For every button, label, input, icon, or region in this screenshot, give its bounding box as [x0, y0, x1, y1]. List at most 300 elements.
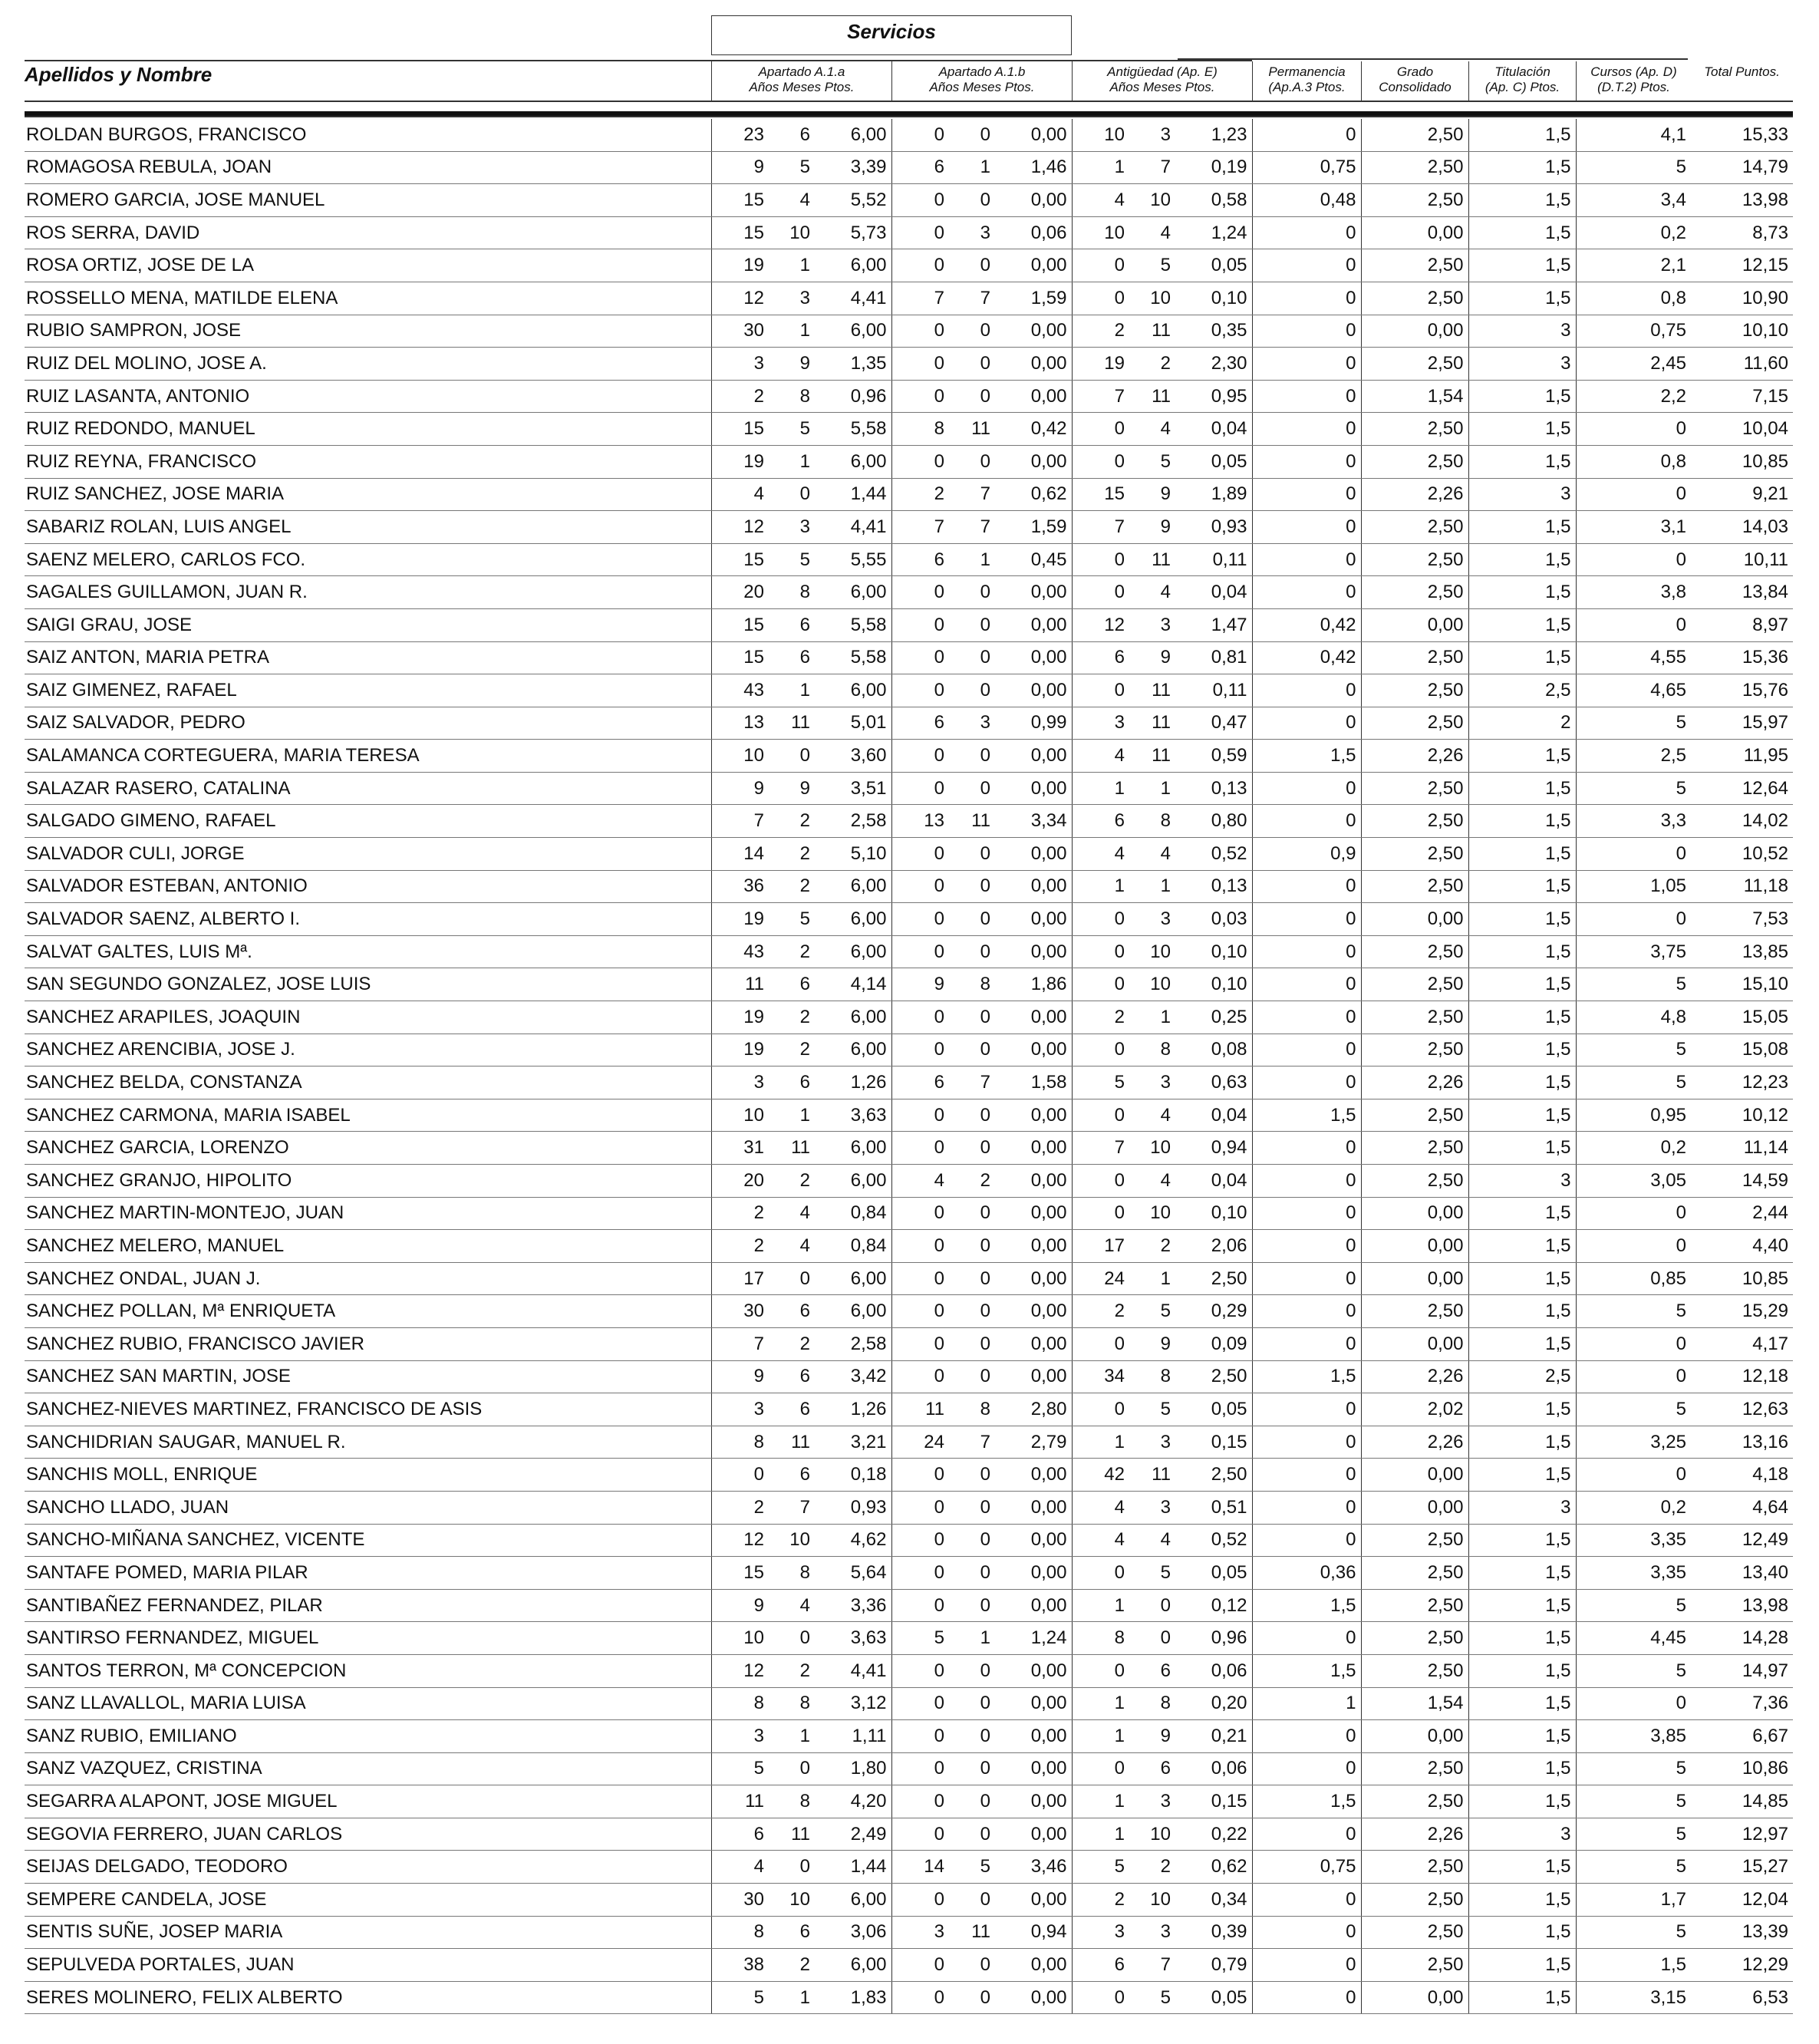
table-row	[25, 576, 1793, 609]
table-row	[25, 1132, 1793, 1165]
value-cell: 0,11	[1175, 674, 1252, 707]
value-cell: 6	[1129, 1654, 1175, 1687]
value-cell: 0	[1576, 903, 1691, 936]
value-cell: 2,50	[1361, 674, 1468, 707]
value-cell: 9	[711, 151, 769, 184]
value-cell: 0,00	[995, 1001, 1072, 1034]
value-cell: 6	[769, 1067, 815, 1099]
value-cell: 0,45	[995, 543, 1072, 576]
value-cell: 3,46	[995, 1851, 1072, 1884]
value-cell: 3	[1468, 478, 1576, 511]
value-cell: 43	[711, 674, 769, 707]
value-cell: 6	[769, 1459, 815, 1492]
value-cell: 1,5	[1468, 1785, 1576, 1818]
table-row	[25, 838, 1793, 871]
value-cell: 3	[1129, 1916, 1175, 1949]
value-cell: 11	[769, 1132, 815, 1165]
value-cell: 0	[1252, 1622, 1361, 1655]
value-cell: 2	[1072, 1001, 1129, 1034]
value-cell: 0,00	[995, 249, 1072, 282]
value-cell: 0	[1252, 1720, 1361, 1753]
value-cell: 1,5	[1252, 740, 1361, 773]
servicios-header: Servicios	[711, 15, 1072, 55]
value-cell: 0	[769, 478, 815, 511]
value-cell: 38	[711, 1949, 769, 1982]
table-row	[25, 805, 1793, 838]
value-cell: 0	[1252, 478, 1361, 511]
value-cell: 1,5	[1468, 1099, 1576, 1132]
value-cell: 3,36	[815, 1589, 891, 1622]
value-cell: 0	[949, 740, 995, 773]
person-name-cell: SANZ VAZQUEZ, CRISTINA	[25, 1752, 711, 1785]
value-cell: 7	[949, 1067, 995, 1099]
table-row	[25, 380, 1793, 413]
person-name-cell: SAENZ MELERO, CARLOS FCO.	[25, 543, 711, 576]
value-cell: 2	[1129, 1851, 1175, 1884]
table-row	[25, 1654, 1793, 1687]
value-cell: 3,34	[995, 805, 1072, 838]
value-cell: 0	[949, 249, 995, 282]
value-cell: 10	[769, 1524, 815, 1557]
value-cell: 1,5	[1468, 740, 1576, 773]
value-cell: 2,50	[1175, 1360, 1252, 1393]
value-cell: 9	[1129, 478, 1175, 511]
value-cell: 0,00	[1361, 1981, 1468, 2014]
value-cell: 1,5	[1468, 870, 1576, 903]
value-cell: 1,5	[1468, 608, 1576, 641]
table-row	[25, 1426, 1793, 1459]
value-cell: 14,79	[1691, 151, 1793, 184]
value-cell: 6,00	[815, 1165, 891, 1198]
value-cell: 1	[769, 674, 815, 707]
value-cell: 20	[711, 576, 769, 609]
value-cell: 2	[769, 935, 815, 968]
value-cell: 9	[1129, 641, 1175, 674]
value-cell: 19	[711, 1034, 769, 1067]
value-cell: 0,35	[1175, 315, 1252, 348]
value-cell: 3	[1072, 707, 1129, 740]
person-name-cell: SAIZ ANTON, MARIA PETRA	[25, 641, 711, 674]
value-cell: 43	[711, 935, 769, 968]
value-cell: 0,96	[1175, 1622, 1252, 1655]
person-name-cell: SANCHIS MOLL, ENRIQUE	[25, 1459, 711, 1492]
value-cell: 3,15	[1576, 1981, 1691, 2014]
value-cell: 0	[1576, 1687, 1691, 1720]
value-cell: 1	[1072, 1687, 1129, 1720]
value-cell: 0	[1072, 249, 1129, 282]
value-cell: 0	[1129, 1589, 1175, 1622]
value-cell: 6	[891, 543, 949, 576]
value-cell: 6	[769, 641, 815, 674]
table-row	[25, 903, 1793, 936]
value-cell: 0	[949, 838, 995, 871]
value-cell: 1,5	[1468, 282, 1576, 315]
person-name-cell: SANCHEZ GARCIA, LORENZO	[25, 1132, 711, 1165]
table-row	[25, 1785, 1793, 1818]
value-cell: 4,65	[1576, 674, 1691, 707]
value-cell: 1,5	[1468, 184, 1576, 217]
value-cell: 0,93	[1175, 511, 1252, 544]
value-cell: 2	[1129, 1230, 1175, 1263]
value-cell: 4,55	[1576, 641, 1691, 674]
value-cell: 9	[711, 1589, 769, 1622]
value-cell: 0,42	[1252, 641, 1361, 674]
value-cell: 11,18	[1691, 870, 1793, 903]
value-cell: 42	[1072, 1459, 1129, 1492]
value-cell: 2,50	[1361, 576, 1468, 609]
table-row	[25, 1393, 1793, 1426]
value-cell: 0,10	[1175, 968, 1252, 1001]
value-cell: 8	[1129, 1687, 1175, 1720]
value-cell: 2,50	[1361, 641, 1468, 674]
value-cell: 0	[891, 1034, 949, 1067]
value-cell: 0	[1576, 478, 1691, 511]
value-cell: 2,79	[995, 1426, 1072, 1459]
value-cell: 4,40	[1691, 1230, 1793, 1263]
value-cell: 0,51	[1175, 1491, 1252, 1524]
value-cell: 0	[949, 1230, 995, 1263]
value-cell: 0,00	[995, 1262, 1072, 1295]
value-cell: 0	[1072, 445, 1129, 478]
value-cell: 8	[769, 380, 815, 413]
value-cell: 0	[949, 1949, 995, 1982]
value-cell: 0,42	[995, 413, 1072, 446]
value-cell: 6,00	[815, 445, 891, 478]
value-cell: 5,58	[815, 641, 891, 674]
table-row	[25, 1099, 1793, 1132]
value-cell: 10	[1129, 1197, 1175, 1230]
value-cell: 1,24	[995, 1622, 1072, 1655]
value-cell: 12,64	[1691, 772, 1793, 805]
value-cell: 11	[1129, 315, 1175, 348]
value-cell: 0,05	[1175, 445, 1252, 478]
value-cell: 6,00	[815, 903, 891, 936]
value-cell: 6,00	[815, 1034, 891, 1067]
value-cell: 0	[1072, 935, 1129, 968]
value-cell: 7,15	[1691, 380, 1793, 413]
person-name-cell: RUIZ REDONDO, MANUEL	[25, 413, 711, 446]
value-cell: 0,13	[1175, 870, 1252, 903]
value-cell: 0,00	[995, 1720, 1072, 1753]
value-cell: 2,26	[1361, 478, 1468, 511]
value-cell: 6	[891, 707, 949, 740]
value-cell: 8	[769, 576, 815, 609]
value-cell: 15,29	[1691, 1295, 1793, 1328]
person-name-cell: SALVADOR ESTEBAN, ANTONIO	[25, 870, 711, 903]
value-cell: 3,63	[815, 1622, 891, 1655]
value-cell: 1,5	[1468, 1622, 1576, 1655]
value-cell: 3,8	[1576, 576, 1691, 609]
value-cell: 0	[1576, 1327, 1691, 1360]
value-cell: 6,00	[815, 1884, 891, 1917]
value-cell: 14,02	[1691, 805, 1793, 838]
a1a-header-line1: Apartado A.1.a	[758, 64, 845, 79]
value-cell: 0,00	[1361, 1720, 1468, 1753]
value-cell: 6	[769, 1393, 815, 1426]
value-cell: 4,62	[815, 1524, 891, 1557]
person-name-cell: SANZ LLAVALLOL, MARIA LUISA	[25, 1687, 711, 1720]
value-cell: 0	[1072, 282, 1129, 315]
value-cell: 1,5	[1468, 1752, 1576, 1785]
value-cell: 34	[1072, 1360, 1129, 1393]
person-name-cell: SEMPERE CANDELA, JOSE	[25, 1884, 711, 1917]
value-cell: 2	[1072, 1884, 1129, 1917]
value-cell: 0	[891, 1949, 949, 1982]
value-cell: 0,18	[815, 1459, 891, 1492]
value-cell: 1,5	[1468, 1851, 1576, 1884]
table-row	[25, 282, 1793, 315]
value-cell: 8	[1129, 1034, 1175, 1067]
value-cell: 4	[1072, 1524, 1129, 1557]
value-cell: 6	[769, 1295, 815, 1328]
value-cell: 1,5	[1468, 119, 1576, 151]
value-cell: 1,5	[1468, 445, 1576, 478]
person-name-cell: SANCHEZ BELDA, CONSTANZA	[25, 1067, 711, 1099]
person-name-cell: ROSSELLO MENA, MATILDE ELENA	[25, 282, 711, 315]
value-cell: 0	[949, 1327, 995, 1360]
value-cell: 19	[711, 1001, 769, 1034]
value-cell: 4	[1072, 184, 1129, 217]
value-cell: 0,00	[995, 1491, 1072, 1524]
value-cell: 0,00	[995, 1197, 1072, 1230]
value-cell: 0	[711, 1459, 769, 1492]
value-cell: 0,94	[1175, 1132, 1252, 1165]
value-cell: 13	[891, 805, 949, 838]
value-cell: 6,00	[815, 870, 891, 903]
value-cell: 10	[1129, 184, 1175, 217]
value-cell: 1	[1072, 1426, 1129, 1459]
value-cell: 13,98	[1691, 1589, 1793, 1622]
value-cell: 0	[891, 608, 949, 641]
value-cell: 0	[949, 1524, 995, 1557]
value-cell: 0	[891, 772, 949, 805]
value-cell: 0,2	[1576, 1491, 1691, 1524]
value-cell: 7	[1129, 1949, 1175, 1982]
value-cell: 1,5	[1468, 1687, 1576, 1720]
value-cell: 3,25	[1576, 1426, 1691, 1459]
value-cell: 0,62	[1175, 1851, 1252, 1884]
value-cell: 1,47	[1175, 608, 1252, 641]
value-cell: 0,04	[1175, 576, 1252, 609]
value-cell: 0	[949, 674, 995, 707]
value-cell: 8	[711, 1426, 769, 1459]
total-header-line1: Total Puntos.	[1704, 64, 1780, 79]
value-cell: 2,50	[1361, 707, 1468, 740]
table-row	[25, 184, 1793, 217]
value-cell: 3,35	[1576, 1524, 1691, 1557]
value-cell: 2,58	[815, 805, 891, 838]
value-cell: 5	[1576, 707, 1691, 740]
value-cell: 2,50	[1361, 1949, 1468, 1982]
value-cell: 2,50	[1361, 1165, 1468, 1198]
value-cell: 0,00	[1361, 315, 1468, 348]
value-cell: 0	[1072, 1981, 1129, 2014]
table-row	[25, 1001, 1793, 1034]
value-cell: 0,05	[1175, 1393, 1252, 1426]
value-cell: 0	[1252, 282, 1361, 315]
value-cell: 0	[949, 1785, 995, 1818]
value-cell: 12,49	[1691, 1524, 1793, 1557]
value-cell: 0	[1072, 1654, 1129, 1687]
value-cell: 1,83	[815, 1981, 891, 2014]
value-cell: 11	[1129, 543, 1175, 576]
value-cell: 1,5	[1468, 1067, 1576, 1099]
value-cell: 11,60	[1691, 348, 1793, 381]
value-cell: 15	[711, 216, 769, 249]
value-cell: 0,03	[1175, 903, 1252, 936]
value-cell: 0	[1252, 1981, 1361, 2014]
header-top-rule	[25, 60, 1252, 61]
value-cell: 2,50	[1361, 511, 1468, 544]
value-cell: 8	[769, 1557, 815, 1590]
value-cell: 0	[1129, 1622, 1175, 1655]
value-cell: 2,06	[1175, 1230, 1252, 1263]
value-cell: 9	[769, 772, 815, 805]
value-cell: 10,52	[1691, 838, 1793, 871]
value-cell: 0	[891, 1557, 949, 1590]
value-cell: 0,81	[1175, 641, 1252, 674]
value-cell: 0	[1576, 608, 1691, 641]
value-cell: 5	[1576, 1034, 1691, 1067]
value-cell: 0	[1252, 935, 1361, 968]
value-cell: 0,75	[1252, 151, 1361, 184]
value-cell: 0	[1252, 413, 1361, 446]
value-cell: 1,5	[1468, 1426, 1576, 1459]
value-cell: 0,04	[1175, 1165, 1252, 1198]
value-cell: 5	[1576, 1295, 1691, 1328]
value-cell: 6	[891, 1067, 949, 1099]
value-cell: 0	[1252, 1001, 1361, 1034]
value-cell: 0	[891, 674, 949, 707]
value-cell: 4,45	[1576, 1622, 1691, 1655]
value-cell: 1,11	[815, 1720, 891, 1753]
value-cell: 0,9	[1252, 838, 1361, 871]
value-cell: 11	[769, 1426, 815, 1459]
value-cell: 6	[769, 1916, 815, 1949]
value-cell: 0,00	[995, 1360, 1072, 1393]
value-cell: 0	[1252, 1165, 1361, 1198]
value-cell: 11	[769, 707, 815, 740]
value-cell: 0	[949, 1034, 995, 1067]
value-cell: 0	[891, 1262, 949, 1295]
value-cell: 0	[949, 1981, 995, 2014]
value-cell: 0	[949, 641, 995, 674]
value-cell: 1,54	[1361, 1687, 1468, 1720]
value-cell: 1,5	[1468, 1393, 1576, 1426]
value-cell: 2,50	[1361, 1132, 1468, 1165]
value-cell: 3	[711, 1720, 769, 1753]
value-cell: 11	[949, 805, 995, 838]
value-cell: 0	[949, 903, 995, 936]
titulacion-header	[1468, 61, 1576, 101]
value-cell: 2,50	[1361, 1557, 1468, 1590]
value-cell: 7	[949, 282, 995, 315]
value-cell: 5,64	[815, 1557, 891, 1590]
value-cell: 7	[891, 511, 949, 544]
value-cell: 24	[891, 1426, 949, 1459]
value-cell: 3	[1468, 1491, 1576, 1524]
table-row	[25, 1981, 1793, 2014]
value-cell: 2	[1072, 315, 1129, 348]
value-cell: 3,4	[1576, 184, 1691, 217]
value-cell: 0	[891, 184, 949, 217]
value-cell: 5	[1129, 249, 1175, 282]
value-cell: 3	[1129, 1426, 1175, 1459]
a1b-header-line2: Años Meses Ptos.	[929, 80, 1035, 94]
value-cell: 0	[891, 1589, 949, 1622]
value-cell: 0	[1072, 968, 1129, 1001]
value-cell: 0,04	[1175, 1099, 1252, 1132]
value-cell: 0,00	[995, 445, 1072, 478]
value-cell: 0,59	[1175, 740, 1252, 773]
value-cell: 4	[891, 1165, 949, 1198]
antiguedad-header	[1072, 61, 1252, 101]
value-cell: 0	[1072, 903, 1129, 936]
value-cell: 3	[711, 348, 769, 381]
titulacion-header-line2: (Ap. C) Ptos.	[1485, 80, 1560, 94]
value-cell: 5	[1576, 1654, 1691, 1687]
value-cell: 0	[1576, 1197, 1691, 1230]
value-cell: 6	[1129, 1752, 1175, 1785]
value-cell: 5	[1576, 1589, 1691, 1622]
value-cell: 4	[1129, 216, 1175, 249]
value-cell: 19	[711, 903, 769, 936]
value-cell: 11	[1129, 707, 1175, 740]
value-cell: 1,5	[1252, 1099, 1361, 1132]
a1b-header-line1: Apartado A.1.b	[938, 64, 1026, 79]
person-name-cell: SANTOS TERRON, Mª CONCEPCION	[25, 1654, 711, 1687]
value-cell: 5	[769, 413, 815, 446]
value-cell: 1	[1072, 1785, 1129, 1818]
value-cell: 5	[1576, 1067, 1691, 1099]
value-cell: 0,09	[1175, 1327, 1252, 1360]
table-row	[25, 1752, 1793, 1785]
value-cell: 2,26	[1361, 740, 1468, 773]
value-cell: 0,00	[995, 740, 1072, 773]
value-cell: 2,50	[1361, 1654, 1468, 1687]
value-cell: 0,96	[815, 380, 891, 413]
value-cell: 13,39	[1691, 1916, 1793, 1949]
value-cell: 19	[1072, 348, 1129, 381]
value-cell: 0,00	[1361, 1459, 1468, 1492]
value-cell: 7,53	[1691, 903, 1793, 936]
person-name-cell: SALVAT GALTES, LUIS Mª.	[25, 935, 711, 968]
value-cell: 3,42	[815, 1360, 891, 1393]
value-cell: 0	[1252, 315, 1361, 348]
value-cell: 0	[891, 1491, 949, 1524]
value-cell: 0	[891, 1230, 949, 1263]
person-name-cell: RUIZ SANCHEZ, JOSE MARIA	[25, 478, 711, 511]
value-cell: 2	[769, 1034, 815, 1067]
table-row	[25, 772, 1793, 805]
value-cell: 0,00	[995, 1752, 1072, 1785]
value-cell: 1,5	[1468, 1589, 1576, 1622]
value-cell: 0	[949, 315, 995, 348]
value-cell: 11	[1129, 1459, 1175, 1492]
value-cell: 0	[891, 1818, 949, 1851]
value-cell: 0	[891, 1099, 949, 1132]
value-cell: 11	[711, 968, 769, 1001]
value-cell: 1,5	[1468, 1557, 1576, 1590]
value-cell: 2,50	[1361, 1589, 1468, 1622]
value-cell: 0	[949, 445, 995, 478]
value-cell: 6,00	[815, 1001, 891, 1034]
value-cell: 2,50	[1361, 1295, 1468, 1328]
value-cell: 0	[1072, 413, 1129, 446]
value-cell: 10	[1129, 282, 1175, 315]
value-cell: 0	[1072, 1197, 1129, 1230]
value-cell: 1,26	[815, 1393, 891, 1426]
